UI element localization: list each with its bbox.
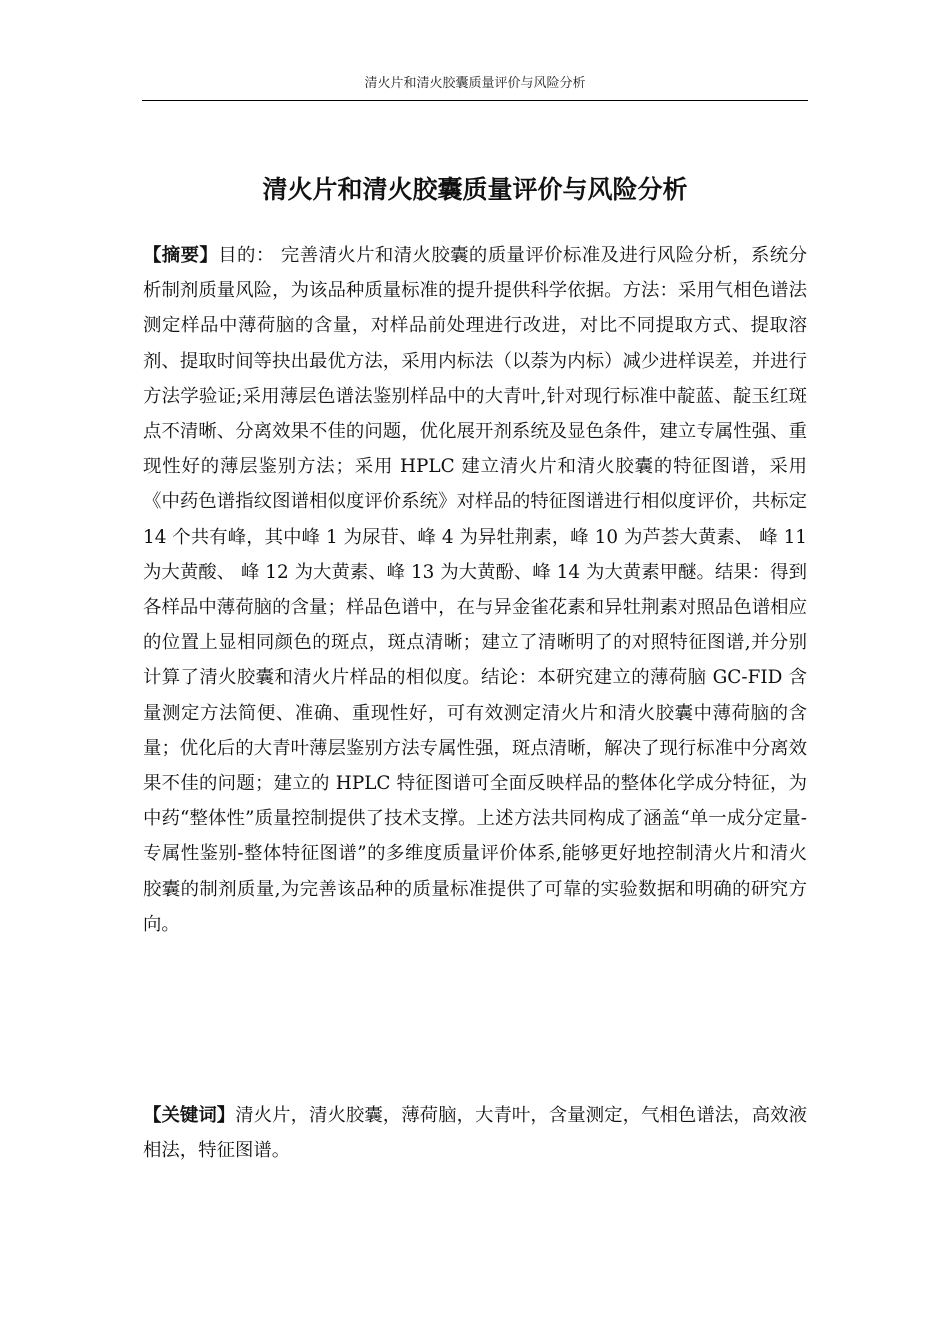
abstract-label: 【摘要】: [143, 245, 219, 266]
header-rule: [142, 100, 808, 101]
running-header: 清火片和清火胶囊质量评价与风险分析: [364, 76, 586, 91]
keywords-text: 清火片，清火胶囊，薄荷脑，大青叶，含量测定，气相色谱法，高效液相法，特征图谱。: [143, 1105, 807, 1162]
abstract: [143, 238, 807, 942]
keywords-label: 【关键词】: [143, 1105, 236, 1126]
paper-title: 清火片和清火胶囊质量评价与风险分析: [262, 175, 688, 204]
keywords: [143, 1098, 807, 1168]
abstract-text: 目的： 完善清火片和清火胶囊的质量评价标准及进行风险分析，系统分析制剂质量风险，为该品种质量标准的提升提供科学依据。方法：采用气相色谱法测定样品中薄荷脑的含量，对样品前处理进行改进，对比不同提取方式、提取溶剂、提取时间等抉出最优方法，采用内标法（以萘为内标）减少进样误差，并进行方法学验证;采用薄层色谱法鉴别样品中的大青叶,针对现行标准中靛蓝、靛玉红斑点不清晰、分离效果不佳的问题，优化展开剂系统及显色条件，建立专属性强、重现性好的薄层鉴别方法；采用 HPLC 建立清火片和清火胶囊的特征图谱，采用《中药色谱指纹图谱相似度评价系统》对样品的特征图谱进行相似度评价，共标定 14 个共有峰，其中峰 1 为尿苷、峰 4 为异牡荆素，峰 10 为芦荟大黄素、 峰 11 为大黄酸、 峰 12 为大黄素、峰 13 为大黄酚、峰 14 为大黄素甲醚。结果：得到各样品中薄荷脑的含量；样品色谱中，在与异金雀花素和异牡荆素对照品色谱相应的位置上显相同颜色的斑点，斑点清晰；建立了清晰明了的对照特征图谱,并分别计算了清火胶囊和清火片样品的相似度。结论：本研究建立的薄荷脑 GC-FID 含量测定方法简便、准确、重现性好，可有效测定清火片和清火胶囊中薄荷脑的含量；优化后的大青叶薄层鉴别方法专属性强，斑点清晰，解决了现行标准中分离效果不佳的问题；建立的 HPLC 特征图谱可全面反映样品的整体化学成分特征，为中药“整体性”质量控制提供了技术支撑。上述方法共同构成了涵盖“单一成分定量-专属性鉴别-整体特征图谱”的多维度质量评价体系,能够更好地控制清火片和清火胶囊的制剂质量,为完善该品种的质量标准提供了可靠的实验数据和明确的研究方向。: [143, 245, 807, 935]
